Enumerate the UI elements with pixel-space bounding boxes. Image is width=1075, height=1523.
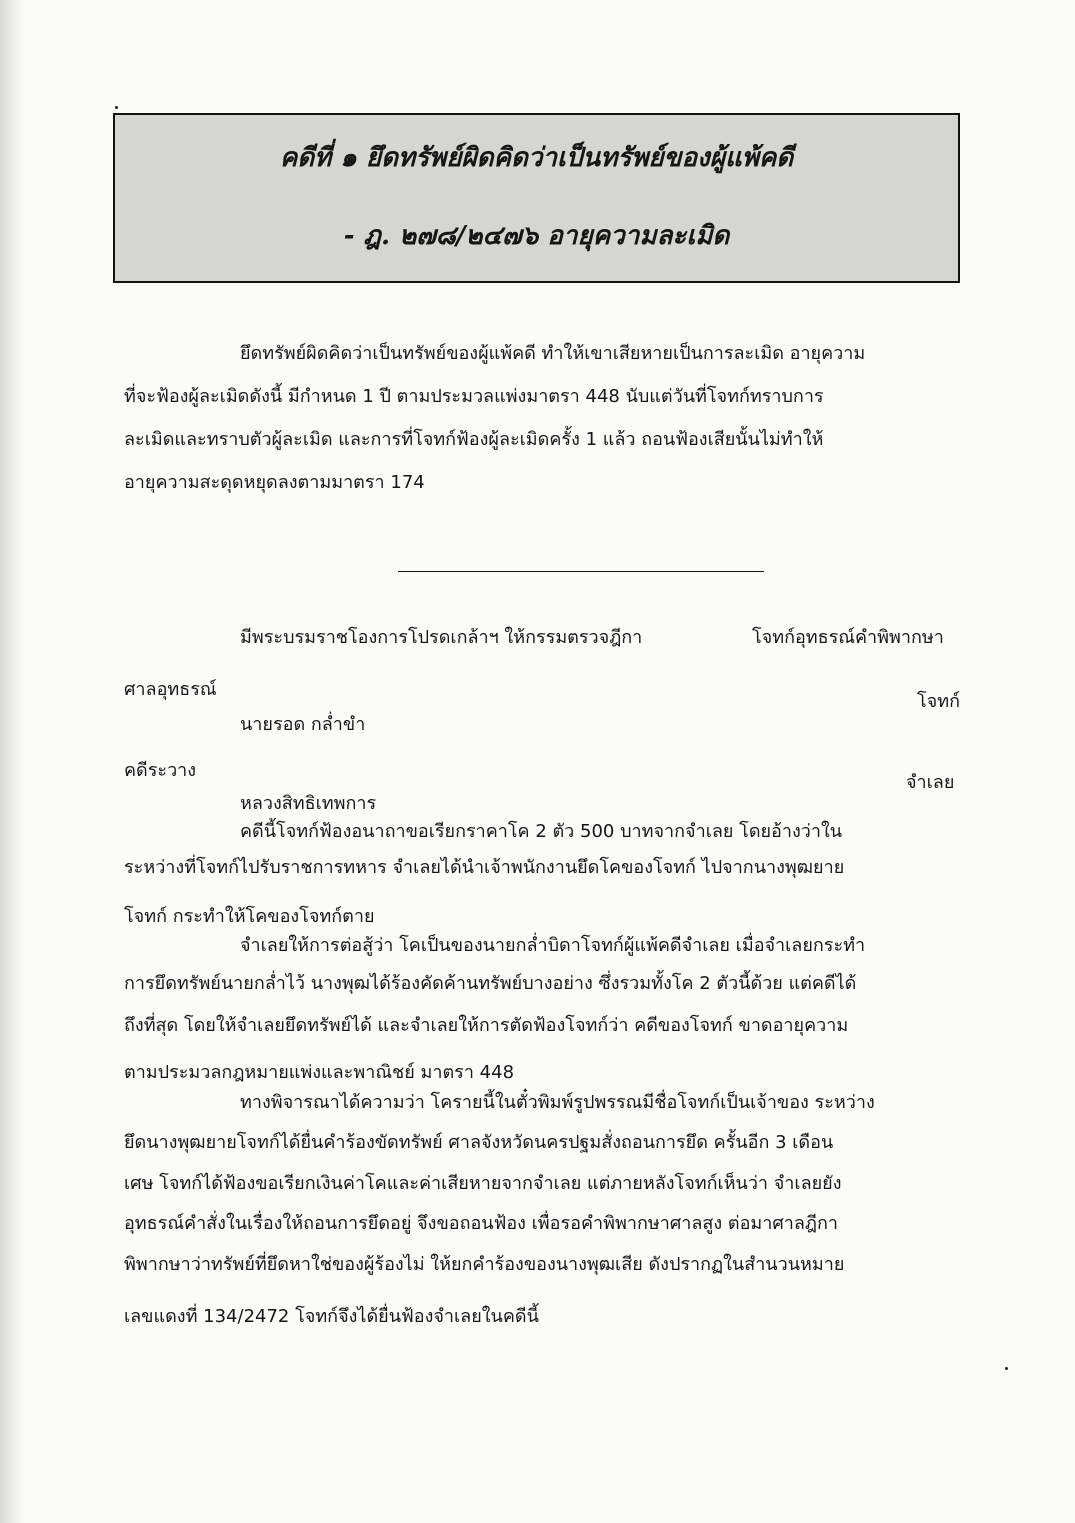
body-line: อุทธรณ์คำสั่งในเรื่องให้ถอนการยึดอยู่ จึงขอถอนฟ้อง เพื่อรอคำพิพากษาศาลสูง ต่อมาศาลฎีกา	[124, 1213, 839, 1234]
body-line: การยึดทรัพย์นายกล่ำไว้ นางพุฒได้ร้องคัดค้านทรัพย์บางอย่าง ซึ่งรวมทั้งโค 2 ตัวนี้ด้วย แต่คดีได้	[124, 973, 857, 994]
section-divider	[398, 571, 764, 572]
body-line: โจทก์ กระทำให้โคของโจทก์ตาย	[124, 906, 375, 927]
summary-line: ยึดทรัพย์ผิดคิดว่าเป็นทรัพย์ของผู้แพ้คดี ทำให้เขาเสียหายเป็นการละเมิด อายุความ	[240, 343, 866, 364]
summary-line: ละเมิดและทราบตัวผู้ละเมิด และการที่โจทก์ฟ้องผู้ละเมิดครั้ง 1 แล้ว ถอนฟ้องเสียนั้นไม่ทำให้	[124, 429, 824, 450]
case-citation: - ฎ. ๒๗๘/๒๔๗๖ อายุความละเมิด	[343, 221, 730, 251]
summary-line: อายุความสะดุดหยุดลงตามมาตรา 174	[124, 472, 425, 493]
case-title: คดีที่ ๑ ยึดทรัพย์ผิดคิดว่าเป็นทรัพย์ของผู้แพ้คดี	[279, 143, 794, 173]
appeal-note: โจทก์อุทธรณ์คำพิพากษา	[752, 627, 944, 648]
royal-command-line: มีพระบรมราชโองการโปรดเกล้าฯ ให้กรรมตรวจฎีกา	[240, 627, 643, 648]
body-line: คดีนี้โจทก์ฟ้องอนาถาขอเรียกราคาโค 2 ตัว 500 บาทจากจำเลย โดยอ้างว่าใน	[240, 821, 843, 842]
defendant-role: จำเลย	[906, 772, 955, 793]
defendant-name: หลวงสิทธิเทพการ	[240, 793, 377, 814]
body-line: พิพากษาว่าทรัพย์ที่ยึดหาใช่ของผู้ร้องไม่ ให้ยกคำร้องของนางพุฒเสีย ดังปรากฏในสำนวนหมาย	[124, 1254, 845, 1275]
body-line: ระหว่างที่โจทก์ไปรับราชการทหาร จำเลยได้นำเจ้าพนักงานยึดโคของโจทก์ ไปจากนางพุฒยาย	[124, 857, 845, 878]
body-line: ตามประมวลกฎหมายแพ่งและพาณิชย์ มาตรา 448	[124, 1062, 515, 1083]
body-line: ทางพิจารณาได้ความว่า โครายนี้ในตั๋วพิมพ์รูปพรรณมีชื่อโจทก์เป็นเจ้าของ ระหว่าง	[240, 1092, 875, 1113]
plaintiff-name: นายรอด กล่ำขำ	[240, 714, 366, 735]
body-line: เศษ โจทก์ได้ฟ้องขอเรียกเงินค่าโคและค่าเสียหายจากจำเลย แต่ภายหลังโจทก์เห็นว่า จำเลยยัง	[124, 1173, 842, 1194]
page-edge-shadow	[0, 0, 26, 1523]
title-box	[113, 113, 960, 283]
speck-mark	[115, 106, 118, 109]
summary-line: ที่จะฟ้องผู้ละเมิดดังนี้ มีกำหนด 1 ปี ตามประมวลแพ่งมาตรา 448 นับแต่วันที่โจทก์ทราบการ	[124, 386, 824, 407]
body-line: ยึดนางพุฒยายโจทก์ได้ยื่นคำร้องขัดทรัพย์ ศาลจังหวัดนครปฐมสั่งถอนการยึด ครั้นอีก 3 เดือน	[124, 1132, 834, 1153]
speck-mark	[1005, 1367, 1008, 1370]
court-name: ศาลอุทธรณ์	[124, 679, 217, 700]
body-line: เลขแดงที่ 134/2472 โจทก์จึงได้ยื่นฟ้องจำเลยในคดีนี้	[124, 1306, 539, 1327]
body-line: จำเลยให้การต่อสู้ว่า โคเป็นของนายกล่ำบิดาโจทก์ผู้แพ้คดีจำเลย เมื่อจำเลยกระทำ	[240, 935, 866, 956]
body-line: ถึงที่สุด โดยให้จำเลยยึดทรัพย์ได้ และจำเลยให้การตัดฟ้องโจทก์ว่า คดีของโจทก์ ขาดอายุความ	[124, 1015, 849, 1036]
plaintiff-role: โจทก์	[917, 691, 960, 712]
between-label: คดีระวาง	[124, 760, 197, 781]
